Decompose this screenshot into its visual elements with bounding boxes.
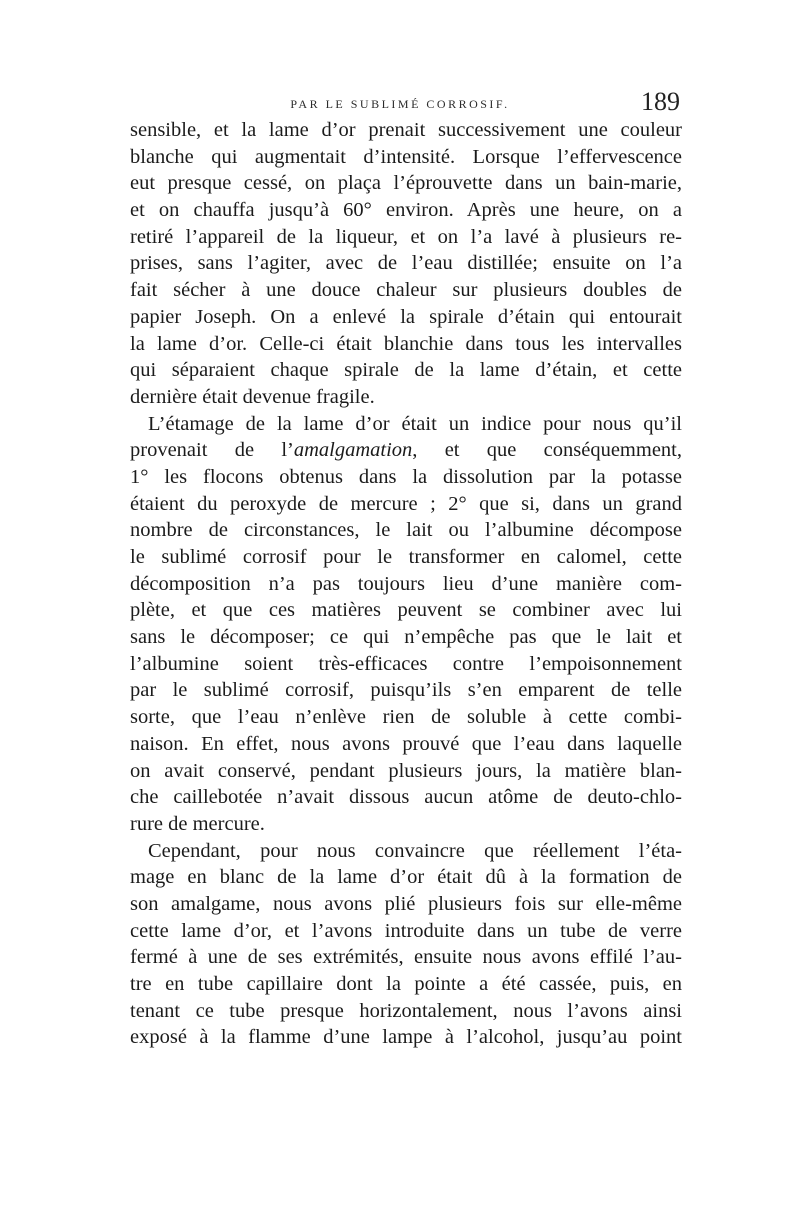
text-line: étaient du peroxyde de mercure ; 2° que si, dans un grand <box>130 492 682 515</box>
text-fragment: , et que conséquemment, <box>412 439 682 462</box>
text-line: nombre de circonstances, le lait ou l’albumine décompose <box>130 519 682 542</box>
text-line: sorte, que l’eau n’enlève rien de soluble à cette combi- <box>130 706 682 729</box>
text-line: che caillebotée n’avait dissous aucun atôme de deuto-chlo- <box>130 786 682 809</box>
text-line: le sublimé corrosif pour le transformer en calomel, cette <box>130 546 682 568</box>
text-line: exposé à la flamme d’une lampe à l’alcohol, jusqu’au point <box>130 1026 682 1049</box>
text-line: plète, et que ces matières peuvent se combiner avec lui <box>130 599 682 622</box>
text-line: la lame d’or. Celle-ci était blanchie dans tous les intervalles <box>130 332 682 355</box>
text-line: 1° les flocons obtenus dans la dissolution par la potasse <box>130 465 682 488</box>
text-line: blanche qui augmentait d’intensité. Lorsque l’effervescence <box>130 145 682 168</box>
text-line: l’albumine soient très-efficaces contre l’empoisonnement <box>130 652 682 675</box>
text-line: tre en tube capillaire dont la pointe a été cassée, puis, en <box>130 973 682 995</box>
running-title: PAR LE SUBLIMÉ CORROSIF. <box>290 97 510 111</box>
text-line: rure de mercure. <box>130 812 265 835</box>
text-line: sans le décomposer; ce qui n’empêche pas que le lait et <box>130 626 682 649</box>
text-line: et on chauffa jusqu’à 60° environ. Après une heure, on a <box>130 199 682 222</box>
text-line: son amalgame, nous avons plié plusieurs fois sur elle-même <box>130 892 682 915</box>
page-number: 189 <box>641 87 680 116</box>
italic-term: amalgamation <box>293 439 413 462</box>
text-line: L’étamage de la lame d’or était un indice pour nous qu’il <box>148 412 682 435</box>
text-line: tenant ce tube presque horizontalement, nous l’avons ainsi <box>130 999 682 1022</box>
text-line: retiré l’appareil de la liqueur, et on l’a lavé à plusieurs re- <box>130 225 682 248</box>
text-line-with-italic <box>130 437 682 464</box>
text-line: eut presque cessé, on plaça l’éprouvette dans un bain-marie, <box>130 172 682 195</box>
text-line: fait sécher à une douce chaleur sur plusieurs doubles de <box>130 279 682 302</box>
paragraph-2 <box>130 411 682 838</box>
text-line: dernière était devenue fragile. <box>130 385 375 408</box>
text-line: prises, sans l’agiter, avec de l’eau distillée; ensuite on l’a <box>130 252 682 275</box>
text-line: qui séparaient chaque spirale de la lame d’étain, et cette <box>130 359 682 382</box>
text-line: mage en blanc de la lame d’or était dû à la formation de <box>130 866 682 889</box>
text-line: on avait conservé, pendant plusieurs jours, la matière blan- <box>130 759 682 782</box>
text-line: Cependant, pour nous convaincre que réellement l’éta- <box>148 839 682 862</box>
text-line: par le sublimé corrosif, puisqu’ils s’en emparent de telle <box>130 679 682 702</box>
text-line: naison. En effet, nous avons prouvé que l’eau dans laquelle <box>130 732 682 755</box>
paragraph-1 <box>130 117 682 411</box>
text-line: décomposition n’a pas toujours lieu d’une manière com- <box>130 572 682 595</box>
paragraph-3 <box>130 838 682 1052</box>
running-head <box>120 87 680 116</box>
text-line: fermé à une de ses extrémités, ensuite nous avons effilé l’au- <box>130 946 682 969</box>
text-line: cette lame d’or, et l’avons introduite dans un tube de verre <box>130 919 682 942</box>
text-fragment: provenait de l’ <box>130 439 294 462</box>
text-line: sensible, et la lame d’or prenait successivement une couleur <box>130 119 682 141</box>
text-line: papier Joseph. On a enlevé la spirale d’étain qui entourait <box>130 305 682 328</box>
body-text <box>130 117 682 1051</box>
